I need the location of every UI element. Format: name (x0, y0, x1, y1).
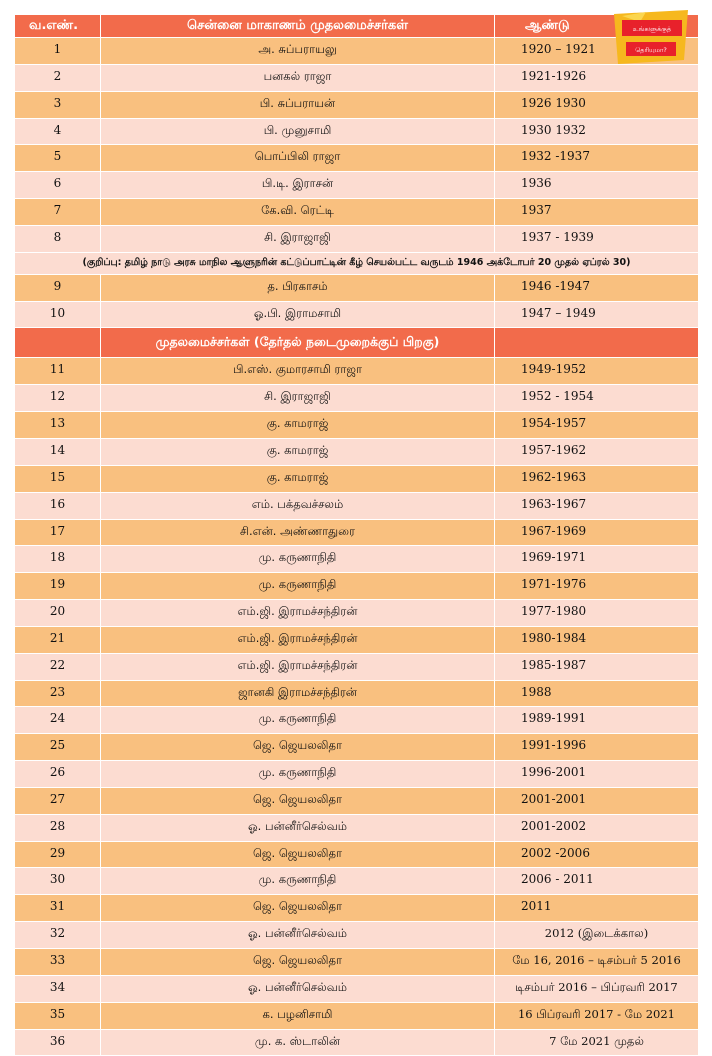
year-cell: 1977-1980 (495, 600, 699, 627)
chief-minister-name-cell: த. பிரகாசம் (101, 274, 495, 301)
chief-minister-name-cell: கு. காமராஜ் (101, 412, 495, 439)
serial-number-cell: 20 (15, 600, 101, 627)
year-cell: 1989-1991 (495, 707, 699, 734)
header-year: ஆண்டு (495, 15, 699, 38)
serial-number-cell: 17 (15, 519, 101, 546)
chief-minister-name-cell: பி. முனுசாமி (101, 118, 495, 145)
serial-number-cell: 14 (15, 438, 101, 465)
table-row (15, 814, 699, 841)
year-cell: 2011 (495, 895, 699, 922)
year-cell: 1947 – 1949 (495, 301, 699, 328)
serial-number-cell: 3 (15, 91, 101, 118)
year-cell: மே 16, 2016 – டிசம்பர் 5 2016 (495, 949, 699, 976)
serial-number-cell: 30 (15, 868, 101, 895)
year-cell: 1930 1932 (495, 118, 699, 145)
chief-minister-name-cell: சி. இராஜாஜி (101, 225, 495, 252)
table-row (15, 118, 699, 145)
chief-minister-name-cell: ஜானகி இராமச்சந்திரன் (101, 680, 495, 707)
year-cell: 1991-1996 (495, 734, 699, 761)
chief-minister-name-cell: மு. கருணாநிதி (101, 546, 495, 573)
chief-minister-name-cell: க. பழனிசாமி (101, 1002, 495, 1029)
chief-minister-name-cell: ஓ. பன்னீர்செல்வம் (101, 922, 495, 949)
serial-number-cell: 34 (15, 975, 101, 1002)
table-row (15, 64, 699, 91)
year-cell: 1967-1969 (495, 519, 699, 546)
chief-minister-name-cell: கே.வி. ரெட்டி (101, 199, 495, 226)
chief-minister-name-cell: கு. காமராஜ் (101, 438, 495, 465)
serial-number-cell: 1 (15, 38, 101, 65)
table-body (15, 38, 699, 1056)
note-row (15, 252, 699, 274)
section-spacer-cell (495, 328, 699, 358)
table-row (15, 519, 699, 546)
header-serial-number: வ.எண். (15, 15, 101, 38)
table-row (15, 492, 699, 519)
chief-minister-name-cell: மு. கருணாநிதி (101, 707, 495, 734)
chief-minister-name-cell: ஓ. பன்னீர்செல்வம் (101, 814, 495, 841)
serial-number-cell: 28 (15, 814, 101, 841)
table-row (15, 707, 699, 734)
table-row (15, 225, 699, 252)
serial-number-cell: 13 (15, 412, 101, 439)
year-cell: 1969-1971 (495, 546, 699, 573)
chief-minister-name-cell: எம்.ஜி. இராமச்சந்திரன் (101, 653, 495, 680)
chief-minister-name-cell: பனகல் ராஜா (101, 64, 495, 91)
year-cell: 1954-1957 (495, 412, 699, 439)
serial-number-cell: 10 (15, 301, 101, 328)
serial-number-cell: 36 (15, 1029, 101, 1056)
table-row (15, 841, 699, 868)
table-row (15, 274, 699, 301)
year-cell: 1921-1926 (495, 64, 699, 91)
badge-line-1: உங்களுக்குத் (632, 25, 672, 33)
table-row (15, 412, 699, 439)
chief-minister-name-cell: ஜெ. ஜெயலலிதா (101, 949, 495, 976)
serial-number-cell: 12 (15, 385, 101, 412)
serial-number-cell: 24 (15, 707, 101, 734)
serial-number-cell: 25 (15, 734, 101, 761)
serial-number-cell: 26 (15, 761, 101, 788)
chief-minister-name-cell: மு. கருணாநிதி (101, 761, 495, 788)
serial-number-cell: 2 (15, 64, 101, 91)
table-row (15, 1029, 699, 1056)
serial-number-cell: 35 (15, 1002, 101, 1029)
year-cell: 2006 - 2011 (495, 868, 699, 895)
year-cell: டிசம்பர் 2016 – பிப்ரவரி 2017 (495, 975, 699, 1002)
chief-minister-name-cell: மு. கருணாநிதி (101, 868, 495, 895)
serial-number-cell: 5 (15, 145, 101, 172)
year-cell: 7 மே 2021 முதல் (495, 1029, 699, 1056)
chief-minister-name-cell: அ. சுப்பராயலு (101, 38, 495, 65)
chief-minister-name-cell: ஓ.பி. இராமசாமி (101, 301, 495, 328)
serial-number-cell: 11 (15, 358, 101, 385)
year-cell: 1937 - 1939 (495, 225, 699, 252)
section-header-row (15, 328, 699, 358)
table-row (15, 546, 699, 573)
chief-ministers-table (14, 14, 699, 1056)
section-title: முதலமைச்சர்கள் (தேர்தல் நடைமுறைக்குப் பிறகு) (101, 328, 495, 358)
serial-number-cell: 4 (15, 118, 101, 145)
table-row (15, 438, 699, 465)
section-spacer-cell (15, 328, 101, 358)
serial-number-cell: 19 (15, 573, 101, 600)
serial-number-cell: 6 (15, 172, 101, 199)
year-cell: 1971-1976 (495, 573, 699, 600)
table-row (15, 895, 699, 922)
serial-number-cell: 18 (15, 546, 101, 573)
header-chief-ministers: சென்னை மாகாணம் முதலமைச்சர்கள் (101, 15, 495, 38)
table-row (15, 949, 699, 976)
table-row (15, 734, 699, 761)
chief-minister-name-cell: சி.என். அண்ணாதுரை (101, 519, 495, 546)
serial-number-cell: 8 (15, 225, 101, 252)
table-row (15, 573, 699, 600)
year-cell: 1963-1967 (495, 492, 699, 519)
year-cell: 1932 -1937 (495, 145, 699, 172)
table-row (15, 465, 699, 492)
table-row (15, 600, 699, 627)
year-cell: 1985-1987 (495, 653, 699, 680)
serial-number-cell: 31 (15, 895, 101, 922)
table-row (15, 922, 699, 949)
chief-minister-name-cell: ஓ. பன்னீர்செல்வம் (101, 975, 495, 1002)
serial-number-cell: 32 (15, 922, 101, 949)
year-cell: 1936 (495, 172, 699, 199)
table-row (15, 761, 699, 788)
year-cell: 1920 – 1921 (495, 38, 699, 65)
chief-minister-name-cell: எம். பக்தவச்சலம் (101, 492, 495, 519)
chief-minister-name-cell: ஜெ. ஜெயலலிதா (101, 787, 495, 814)
chief-minister-name-cell: கு. காமராஜ் (101, 465, 495, 492)
chief-minister-name-cell: எம்.ஜி. இராமச்சந்திரன் (101, 626, 495, 653)
serial-number-cell: 33 (15, 949, 101, 976)
year-cell: 2001-2001 (495, 787, 699, 814)
year-cell: 2002 -2006 (495, 841, 699, 868)
year-cell: 1952 - 1954 (495, 385, 699, 412)
table-row (15, 1002, 699, 1029)
table-row (15, 91, 699, 118)
year-cell: 1946 -1947 (495, 274, 699, 301)
table-row (15, 787, 699, 814)
table-row (15, 301, 699, 328)
table-row (15, 358, 699, 385)
year-cell: 1949-1952 (495, 358, 699, 385)
chief-minister-name-cell: பி.எஸ். குமாரசாமி ராஜா (101, 358, 495, 385)
serial-number-cell: 9 (15, 274, 101, 301)
badge-line-2: தெரியுமா? (635, 46, 667, 54)
year-cell: 1996-2001 (495, 761, 699, 788)
chief-minister-name-cell: பி. சுப்பராயன் (101, 91, 495, 118)
table-row (15, 653, 699, 680)
serial-number-cell: 15 (15, 465, 101, 492)
table-row (15, 38, 699, 65)
table-row (15, 172, 699, 199)
year-cell: 1962-1963 (495, 465, 699, 492)
chief-minister-name-cell: பொப்பிலி ராஜா (101, 145, 495, 172)
table-row (15, 385, 699, 412)
serial-number-cell: 16 (15, 492, 101, 519)
serial-number-cell: 7 (15, 199, 101, 226)
year-cell: 1937 (495, 199, 699, 226)
chief-minister-name-cell: ஜெ. ஜெயலலிதா (101, 895, 495, 922)
year-cell: 2012 (இடைக்கால) (495, 922, 699, 949)
serial-number-cell: 29 (15, 841, 101, 868)
chief-minister-name-cell: மு. கருணாநிதி (101, 573, 495, 600)
serial-number-cell: 23 (15, 680, 101, 707)
year-cell: 1988 (495, 680, 699, 707)
chief-minister-name-cell: எம்.ஜி. இராமச்சந்திரன் (101, 600, 495, 627)
chief-minister-name-cell: சி. இராஜாஜி (101, 385, 495, 412)
governor-rule-note: (குறிப்பு: தமிழ் நாடு அரசு மாநில ஆளுநரின் கட்டுப்பாட்டின் கீழ் செயல்பட்ட வருடம் 1946 அக்டோபர் 20 முதல் ஏப்ரல் 30) (15, 252, 699, 274)
chief-minister-name-cell: ஜெ. ஜெயலலிதா (101, 841, 495, 868)
chief-minister-name-cell: ஜெ. ஜெயலலிதா (101, 734, 495, 761)
table-row (15, 626, 699, 653)
serial-number-cell: 27 (15, 787, 101, 814)
table-row (15, 199, 699, 226)
year-cell: 1980-1984 (495, 626, 699, 653)
chief-minister-name-cell: பி.டி. இராசன் (101, 172, 495, 199)
table-header-row (15, 15, 699, 38)
serial-number-cell: 22 (15, 653, 101, 680)
table-row (15, 680, 699, 707)
year-cell: 1926 1930 (495, 91, 699, 118)
table-row (15, 868, 699, 895)
table-row (15, 145, 699, 172)
chief-minister-name-cell: மு. க. ஸ்டாலின் (101, 1029, 495, 1056)
year-cell: 16 பிப்ரவரி 2017 - மே 2021 (495, 1002, 699, 1029)
year-cell: 1957-1962 (495, 438, 699, 465)
did-you-know-badge (610, 8, 692, 66)
table-row (15, 975, 699, 1002)
serial-number-cell: 21 (15, 626, 101, 653)
year-cell: 2001-2002 (495, 814, 699, 841)
